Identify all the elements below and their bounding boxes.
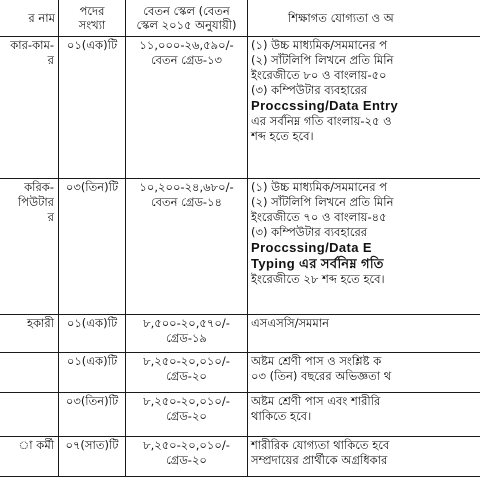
qualification-line: অষ্টম শ্রেণী পাস ও সংশ্লিষ্ট ক bbox=[251, 354, 382, 368]
table-row bbox=[0, 179, 480, 315]
table-row bbox=[0, 315, 480, 353]
table-header-row bbox=[0, 0, 480, 37]
post-name-cell bbox=[0, 393, 59, 437]
qualification-line: (১) উচ্চ মাধ্যমিক/সমমানের প bbox=[251, 38, 388, 52]
post-name-cell: হকারী bbox=[0, 315, 59, 353]
pay-scale-cell: ৮,২৫০-২০,০১০/- গ্রেড-২০ bbox=[126, 353, 248, 393]
qualification-line: ইংরেজীতে ৮০ ও বাংলায়-৫০ bbox=[251, 68, 387, 82]
post-count-cell: ০৩(তিন)টি bbox=[59, 393, 126, 437]
header-qualification: শিক্ষাগত যোগ্যতা ও অ bbox=[248, 0, 480, 37]
table-row bbox=[0, 437, 480, 477]
pay-scale-cell: ৮,২৫০-২০,০১০/- গ্রেড-২০ bbox=[126, 437, 248, 477]
post-count-cell: ০১(এক)টি bbox=[59, 353, 126, 393]
post-count-cell: ০১(এক)টি bbox=[59, 37, 126, 179]
qualification-line: (২) সাঁটলিপি লিখনে প্রতি মিনি bbox=[251, 195, 394, 209]
header-post-count: পদের সংখ্যা bbox=[59, 0, 126, 37]
qualification-line: অষ্টম শ্রেণী পাস এবং শারীরি bbox=[251, 394, 381, 408]
table-row bbox=[0, 37, 480, 179]
post-name-cell bbox=[0, 353, 59, 393]
pay-scale-cell: ৮,২৫০-২০,০১০/- গ্রেড-২০ bbox=[126, 393, 248, 437]
qualification-cell bbox=[248, 353, 480, 393]
pay-scale-cell: ১০,২০০-২৪,৬৮০/- বেতন গ্রেড-১৪ bbox=[126, 179, 248, 315]
post-count-cell: ০৩(তিন)টি bbox=[59, 179, 126, 315]
qualification-line: (৩) কম্পিউটার ব্যবহারের bbox=[251, 225, 368, 239]
qualification-line: ইংরেজীতে ২৮ শব্দ হতে হবে। bbox=[251, 272, 385, 286]
pay-scale-cell: ১১,০০০-২৬,৫৯০/- বেতন গ্রেড-১৩ bbox=[126, 37, 248, 179]
qualification-line: (১) উচ্চ মাধ্যমিক/সমমানের প bbox=[251, 180, 388, 194]
post-name-cell: া কর্মী bbox=[0, 437, 59, 477]
post-name-cell: কার-কাম- র bbox=[0, 37, 59, 179]
qualification-cell bbox=[248, 437, 480, 477]
header-pay-scale: বেতন স্কেল (বেতন স্কেল ২০১৫ অনুযায়ী) bbox=[126, 0, 248, 37]
qualification-line: এর সর্বনিম্ন গতি বাংলায়-২৫ ও bbox=[251, 114, 392, 128]
header-post-name: র নাম bbox=[0, 0, 59, 37]
qualification-line: শব্দ হতে হবে। bbox=[251, 129, 314, 143]
table-row bbox=[0, 353, 480, 393]
qualification-line: Typing এর সর্বনিম্ন গতি bbox=[251, 256, 384, 271]
qualification-line: Proccssing/Data Entry bbox=[251, 98, 399, 113]
table-row bbox=[0, 393, 480, 437]
qualification-line: (২) সাঁটলিপি লিখনে প্রতি মিনি bbox=[251, 53, 394, 67]
qualification-line: এসএসসি/সমমান bbox=[251, 316, 330, 330]
qualification-line: Proccssing/Data E bbox=[251, 240, 372, 255]
post-count-cell: ০১(এক)টি bbox=[59, 315, 126, 353]
pay-scale-cell: ৮,৫০০-২০,৫৭০/- গ্রেড-১৯ bbox=[126, 315, 248, 353]
qualification-line: থাকিতে হবে। bbox=[251, 409, 312, 423]
qualification-line: ০৩ (তিন) বছরের অভিজ্ঞতা থ bbox=[251, 369, 392, 383]
qualification-line: শারীরিক যোগ্যতা থাকিতে হবে bbox=[251, 438, 390, 452]
qualification-cell bbox=[248, 315, 480, 353]
qualification-line: ইংরেজীতে ৭০ ও বাংলায়-৪৫ bbox=[251, 210, 387, 224]
qualification-cell bbox=[248, 37, 480, 179]
qualification-cell bbox=[248, 393, 480, 437]
qualification-line: সম্প্রদায়ের প্রার্থীকে অগ্রধিকার bbox=[251, 453, 388, 467]
post-name-cell: করিক- পিউটার র bbox=[0, 179, 59, 315]
qualification-line: (৩) কম্পিউটার ব্যবহারের bbox=[251, 83, 368, 97]
qualification-cell bbox=[248, 179, 480, 315]
post-count-cell: ০৭(সাত)টি bbox=[59, 437, 126, 477]
